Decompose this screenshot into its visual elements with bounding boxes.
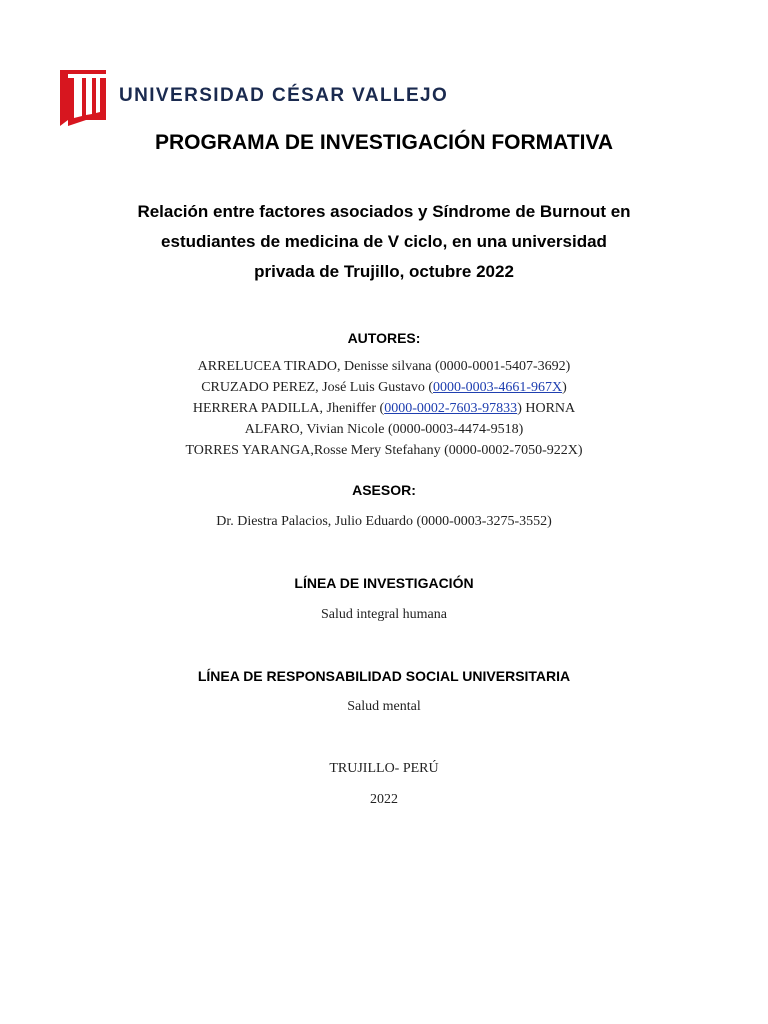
author-text: ) HORNA xyxy=(517,401,576,416)
advisor-name: Dr. Diestra Palacios, Julio Eduardo (0000-0003-3275-3552) xyxy=(216,514,552,529)
orcid-link[interactable]: 0000-0002-7603-97833 xyxy=(384,401,518,416)
program-title: PROGRAMA DE INVESTIGACIÓN FORMATIVA xyxy=(154,131,614,154)
author-text: CRUZADO PEREZ, José Luis Gustavo ( xyxy=(201,380,433,395)
research-line-value: Salud integral humana xyxy=(321,607,447,622)
author-line: ARRELUCEA TIRADO, Denisse silvana (0000-0001-5407-3692) xyxy=(197,359,571,374)
author-line xyxy=(0,398,768,419)
thesis-title-line: Relación entre factores asociados y Síndrome de Burnout en xyxy=(137,202,631,221)
university-shield-icon xyxy=(60,70,110,126)
place: TRUJILLO- PERÚ xyxy=(329,761,439,776)
research-line-heading: LÍNEA DE INVESTIGACIÓN xyxy=(294,575,474,591)
social-line-value: Salud mental xyxy=(347,699,421,714)
orcid-link[interactable]: 0000-0003-4661-967X xyxy=(433,380,563,395)
thesis-title xyxy=(0,197,768,287)
author-text: ) xyxy=(562,380,567,395)
social-line-heading: LÍNEA DE RESPONSABILIDAD SOCIAL UNIVERSITARIA xyxy=(197,668,571,684)
author-line xyxy=(0,377,768,398)
author-line: TORRES YARANGA,Rosse Mery Stefahany (0000-0002-7050-922X) xyxy=(185,443,583,458)
thesis-title-line: estudiantes de medicina de V ciclo, en una universidad xyxy=(161,232,607,251)
thesis-title-line: privada de Trujillo, octubre 2022 xyxy=(254,262,514,281)
advisor-heading: ASESOR: xyxy=(352,482,416,498)
year: 2022 xyxy=(370,792,398,807)
authors-heading: AUTORES: xyxy=(347,330,421,346)
authors-list xyxy=(0,356,768,461)
author-text: HERRERA PADILLA, Jheniffer ( xyxy=(192,401,385,416)
author-line: ALFARO, Vivian Nicole (0000-0003-4474-9518) xyxy=(244,422,524,437)
university-name: UNIVERSIDAD CÉSAR VALLEJO xyxy=(119,85,449,106)
